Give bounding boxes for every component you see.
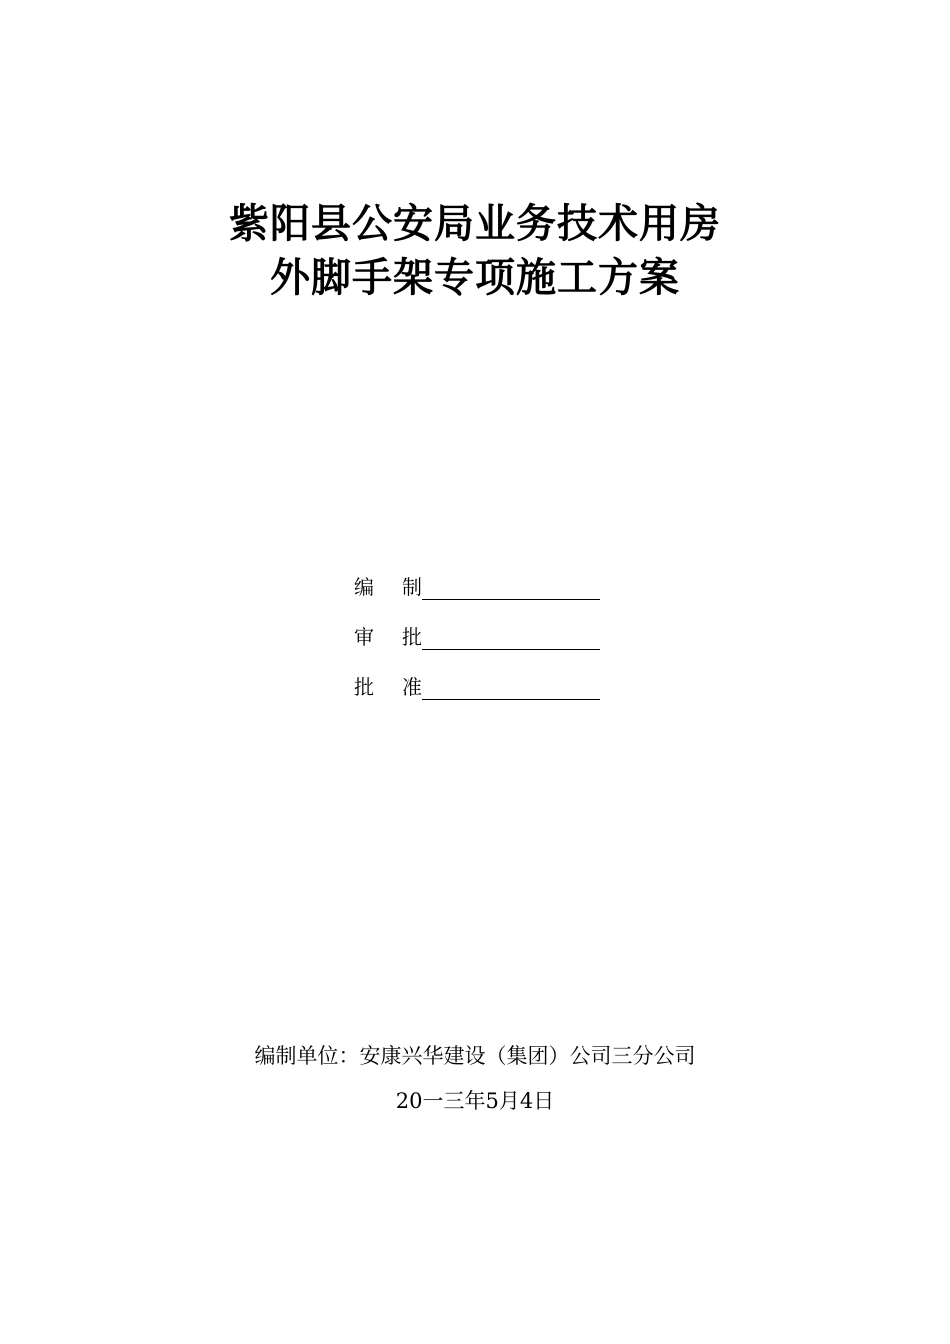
signature-line-approved — [422, 671, 600, 700]
signoff-row-approved — [354, 652, 600, 702]
signoff-block — [354, 552, 600, 702]
signoff-label-prepared — [354, 572, 422, 602]
document-title-line1: 紫阳县公安局业务技术用房 — [229, 201, 721, 247]
signoff-label-char: 批 — [354, 675, 374, 699]
signature-line-prepared — [422, 571, 600, 600]
compiling-organization: 编制单位：安康兴华建设（集团）公司三分公司 — [254, 1044, 696, 1068]
signoff-label-char: 编 — [354, 575, 374, 599]
signoff-label-char: 审 — [354, 625, 374, 649]
signoff-label-approved — [354, 672, 422, 702]
signoff-label-char: 准 — [402, 675, 422, 699]
signoff-label-char: 批 — [402, 625, 422, 649]
signoff-label-reviewed — [354, 622, 422, 652]
signoff-label-char: 制 — [402, 575, 422, 599]
document-date: 20一三年5月4日 — [395, 1089, 555, 1113]
signoff-row-reviewed — [354, 602, 600, 652]
document-title-line2: 外脚手架专项施工方案 — [270, 255, 680, 301]
signoff-row-prepared — [354, 552, 600, 602]
signature-line-reviewed — [422, 621, 600, 650]
